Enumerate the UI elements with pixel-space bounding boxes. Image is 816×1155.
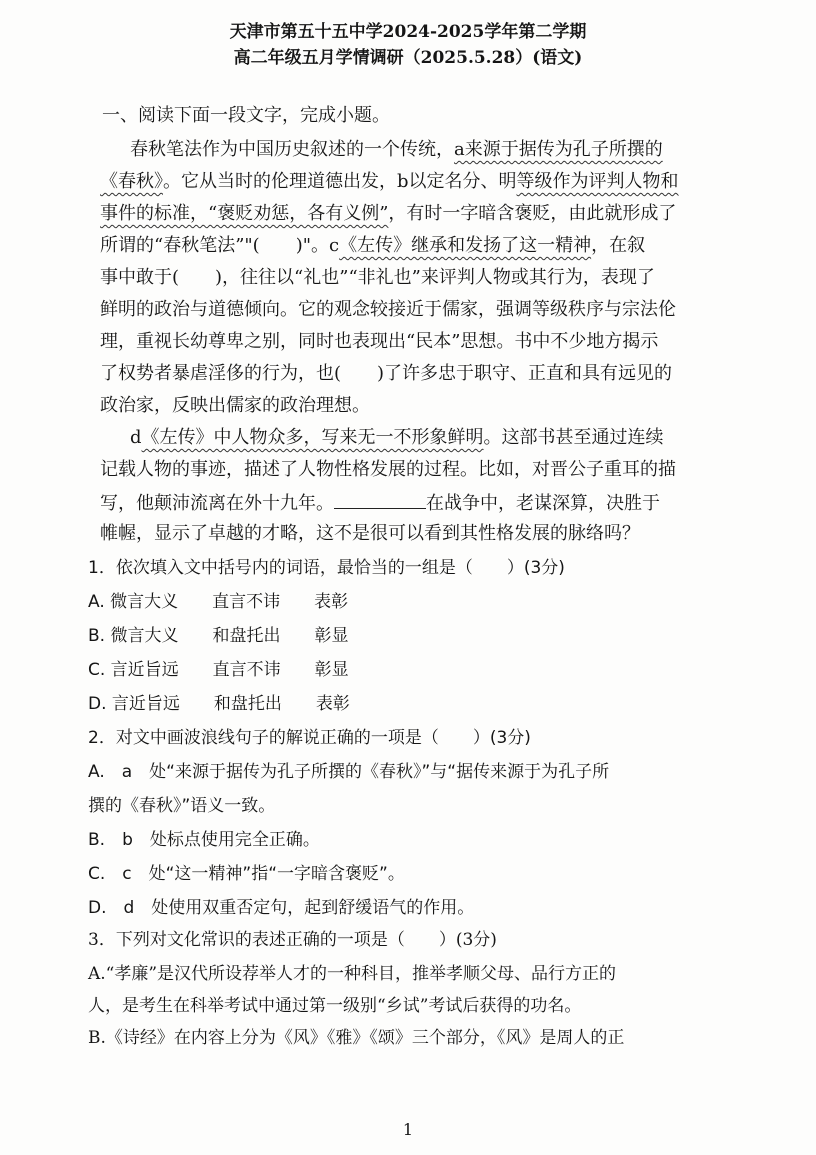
text-span: ，在叙 — [591, 235, 646, 256]
wavy-sentence-a-end: 《春秋》 — [100, 171, 163, 192]
text-span: 写，他颠沛流离在外十九年。 — [100, 493, 334, 514]
question-3-option-a-cont: 人，是考生在科举考试中通过第一级别“乡试”考试后获得的功名。 — [88, 996, 582, 1016]
passage-line: 事中敢于( )，往往以“礼也”“非礼也”来评判人物或其行为，表现了 — [100, 267, 655, 288]
text-span: 所谓的“春秋笔法”"( )"。c — [100, 235, 340, 256]
passage-line — [100, 490, 660, 516]
passage-line — [130, 138, 663, 162]
exam-title-line2: 高二年级五月学情调研（2025.5.28）(语文) — [233, 48, 583, 68]
question-1-option-b[interactable]: B. 微言大义 和盘托出 彰显 — [88, 626, 349, 646]
question-3-option-a[interactable]: A.“孝廉”是汉代所设荐举人才的一种科目，推举孝顺父母、品行方正的 — [88, 964, 617, 984]
wavy-sentence-d: 《左传》中人物众多，写来无一不形象鲜明 — [141, 427, 484, 448]
text-span: 在战争中，老谋深算，决胜于 — [426, 493, 660, 514]
passage-line: 了权势者暴虐淫侈的行为，也( )了许多忠于职守、正直和具有远见的 — [100, 363, 673, 384]
question-1-option-c[interactable]: C. 言近旨远 直言不讳 彰显 — [88, 660, 349, 680]
question-3-stem: 3．下列对文化常识的表述正确的一项是（ ）(3分) — [88, 930, 497, 950]
question-2-option-a-cont: 撰的《春秋》”语义一致。 — [88, 796, 276, 816]
passage-line: 理，重视长幼尊卑之别，同时也表现出“民本”思想。书中不少地方揭示 — [100, 331, 659, 352]
question-1-option-a[interactable]: A. 微言大义 直言不讳 表彰 — [88, 592, 349, 612]
wavy-sentence-b: 等级作为评判人物和 — [516, 171, 679, 192]
question-2-option-d[interactable]: D. d 处使用双重否定句，起到舒缓语气的作用。 — [88, 898, 475, 918]
text-span: d — [130, 427, 142, 448]
passage-line — [100, 234, 645, 258]
text-span: 。它从当时的伦理道德出发，b以定名分、明 — [163, 171, 517, 192]
question-1-stem: 1．依次填入文中括号内的词语，最恰当的一组是（ ）(3分) — [88, 558, 565, 578]
passage-line — [100, 170, 679, 194]
section-heading: 一、阅读下面一段文字，完成小题。 — [102, 105, 390, 126]
question-3-option-b[interactable]: B.《诗经》在内容上分为《风》《雅》《颂》三个部分，《风》是周人的正 — [88, 1028, 625, 1048]
wavy-sentence-a: a来源于据传为孔子所撰的 — [454, 139, 663, 160]
exam-title-line1: 天津市第五十五中学2024-2025学年第二学期 — [229, 22, 587, 42]
passage-line — [100, 202, 676, 226]
question-1-option-d[interactable]: D. 言近旨远 和盘托出 表彰 — [88, 694, 350, 714]
passage-line — [130, 426, 664, 450]
passage-line: 记载人物的事迹，描述了人物性格发展的过程。比如，对晋公子重耳的描 — [100, 459, 676, 480]
question-2-option-a[interactable]: A. a 处“来源于据传为孔子所撰的《春秋》”与“据传来源于为孔子所 — [88, 762, 610, 782]
question-2-option-b[interactable]: B. b 处标点使用完全正确。 — [88, 830, 320, 850]
text-span: ，有时一字暗含褒贬，由此就形成了 — [388, 203, 677, 224]
fill-in-blank[interactable] — [334, 490, 426, 509]
text-span: 春秋笔法作为中国历史叙述的一个传统， — [130, 139, 454, 160]
wavy-sentence-c: 《左传》继承和发扬了这一精神 — [339, 235, 592, 256]
passage-line: 鲜明的政治与道德倾向。它的观念较接近于儒家，强调等级秩序与宗法伦 — [100, 299, 676, 320]
text-span: 。这部书甚至通过连续 — [483, 427, 664, 448]
page-number: 1 — [402, 1120, 414, 1139]
wavy-sentence-b-end: 事件的标准，“褒贬劝惩，各有义例” — [100, 203, 389, 224]
passage-line: 政治家，反映出儒家的政治理想。 — [100, 395, 370, 416]
question-2-option-c[interactable]: C. c 处“这一精神”指“一字暗含褒贬”。 — [88, 864, 405, 884]
question-2-stem: 2．对文中画波浪线句子的解说正确的一项是（ ）(3分) — [88, 728, 531, 748]
passage-line: 帷幄，显示了卓越的才略，这不是很可以看到其性格发展的脉络吗？ — [100, 523, 640, 544]
